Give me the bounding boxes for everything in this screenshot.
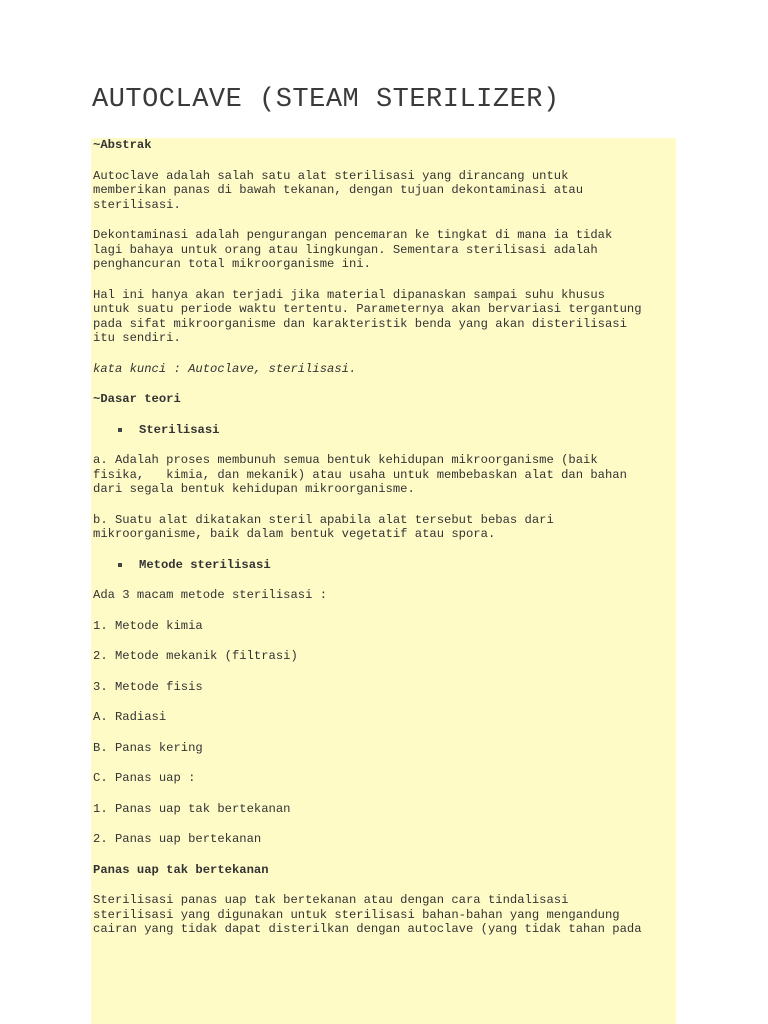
abstract-paragraph: Hal ini hanya akan terjadi jika material dipanaskan sampai suhu khusus untuk suatu periode waktu tertentu. Parameternya akan bervariasi tergantung pada sifat mikroorganisme dan karakteristik benda yang akan disterilisasi itu sendiri. [93,287,642,345]
bullet-item [93,423,674,438]
definition-paragraph: a. Adalah proses membunuh semua bentuk kehidupan mikroorganisme (baik fisika, kimia, dan mekanik) atau usaha untuk membebaskan alat dan bahan dari segala bentuk kehidupan mikroorganisme. [93,453,627,496]
list-intro: Ada 3 macam metode sterilisasi : [93,588,328,602]
abstract-paragraph: Dekontaminasi adalah pengurangan pencemaran ke tingkat di mana ia tidak lagi bahaya untuk orang atau lingkungan. Sementara sterilisasi adalah penghancuran total mikroorganisme ini. [93,228,613,271]
abstract-paragraph: Autoclave adalah salah satu alat sterilisasi yang dirancang untuk memberikan panas di bawah tekanan, dengan tujuan dekontaminasi atau sterilisasi. [93,168,584,212]
keywords: kata kunci : Autoclave, sterilisasi. [93,361,357,376]
list-item: 2. Metode mekanik (filtrasi) [93,649,298,663]
list-item: 3. Metode fisis [93,679,203,694]
bullet-icon [118,428,122,432]
bullet-label: Metode sterilisasi [139,557,271,572]
bullet-item [93,558,674,573]
list-item: 1. Panas uap tak bertekanan [93,801,291,816]
document-body [91,138,676,1024]
abstract-heading: ~Abstrak [93,138,152,152]
list-item: A. Radiasi [93,710,167,724]
bullet-label: Sterilisasi [139,422,220,437]
list-item: B. Panas kering [93,740,203,755]
list-item: 1. Metode kimia [93,618,203,633]
list-item: C. Panas uap : [93,771,196,785]
definition-paragraph: b. Suatu alat dikatakan steril apabila alat tersebut bebas dari mikroorganisme, baik dalam bentuk vegetatif atau spora. [93,512,554,541]
page-title: AUTOCLAVE (STEAM STERILIZER) [92,85,560,115]
bullet-icon [118,563,122,567]
section-heading: Panas uap tak bertekanan [93,862,269,877]
section-paragraph: Sterilisasi panas uap tak bertekanan atau dengan cara tindalisasi sterilisasi yang digunakan untuk sterilisasi bahan-bahan yang mengandung cairan yang tidak dapat disterilkan dengan autoclave (yang tidak tahan pada [93,893,642,936]
theory-heading: ~Dasar teori [93,392,181,406]
list-item: 2. Panas uap bertekanan [93,832,262,846]
